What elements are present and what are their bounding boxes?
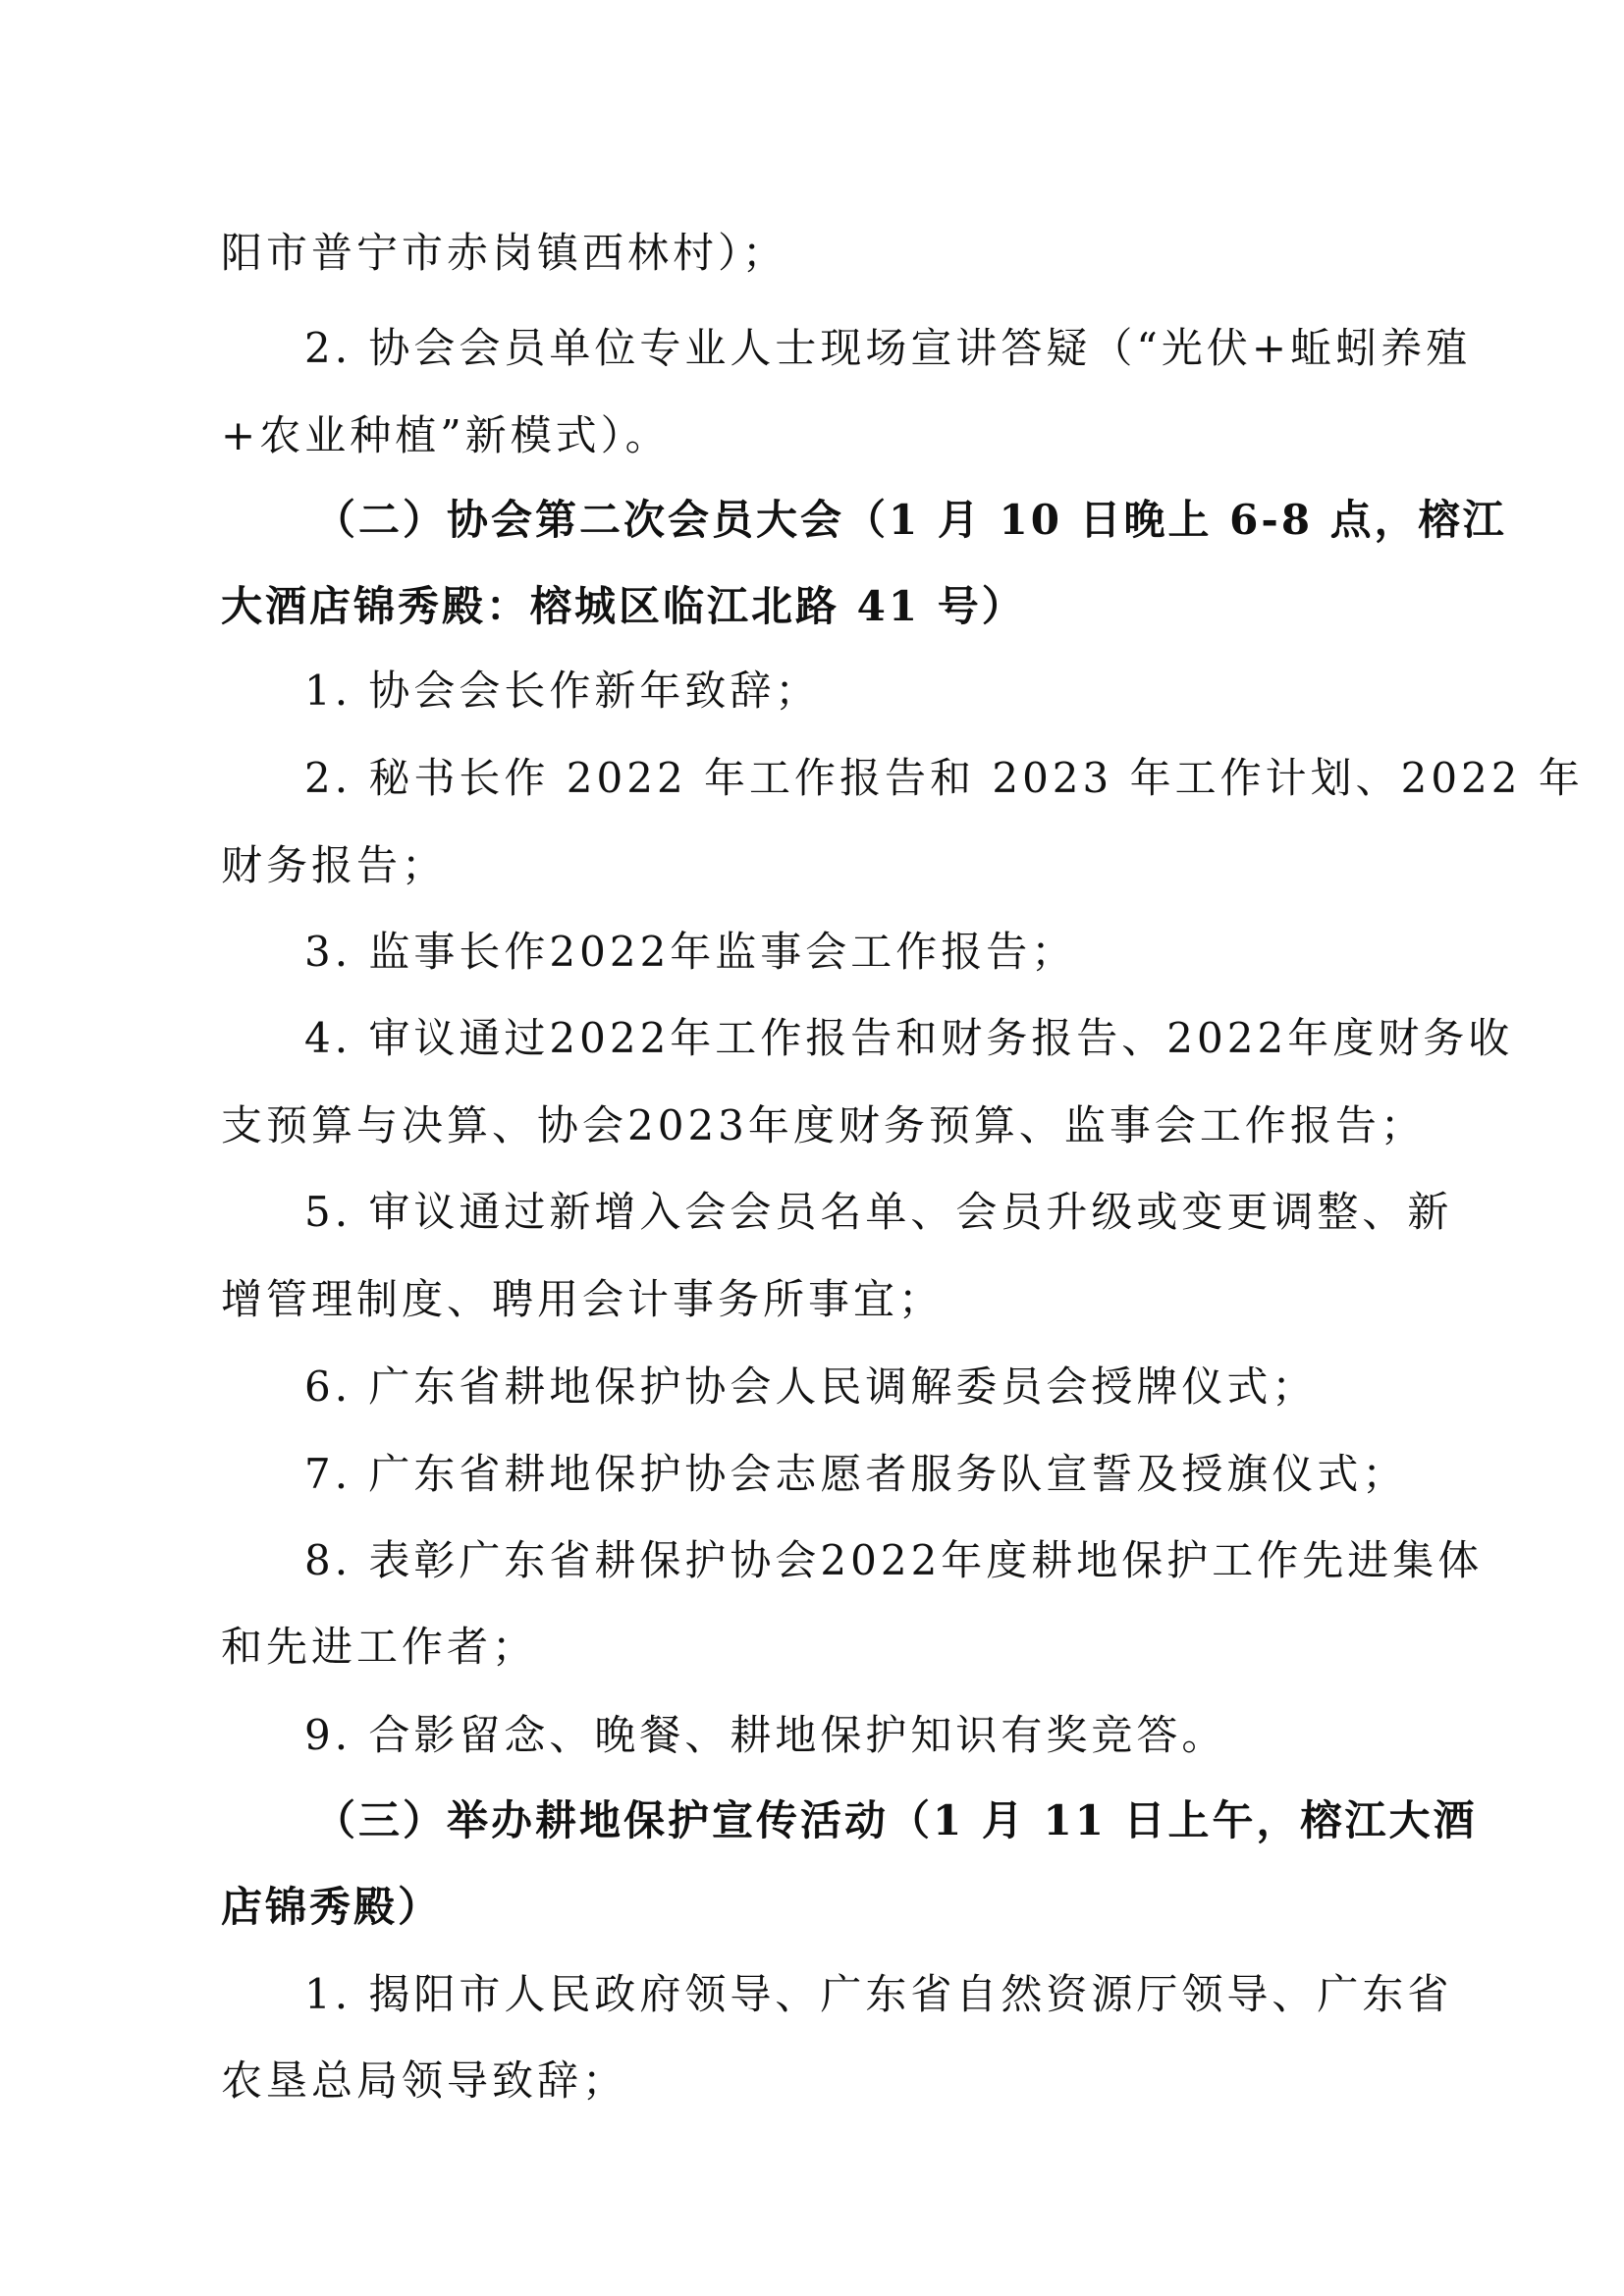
section-heading-2-cont: 大酒店锦秀殿：榕城区临江北路 41 号） [221, 582, 1026, 630]
section-heading-2: （二）协会第二次会员大会（1 月 10 日晚上 6-8 点，榕江 [314, 496, 1507, 544]
text-line-1: 阳市普宁市赤岗镇西林村）； [221, 229, 788, 277]
list-item-7: 7. 广东省耕地保护协会志愿者服务队宣誓及授旗仪式； [304, 1450, 1408, 1498]
list-item-8: 8. 表彰广东省耕保护协会2022年度耕地保护工作先进集体 [304, 1536, 1484, 1584]
text-line-22: 农垦总局领导致辞； [221, 2056, 628, 2105]
list-item-2b: 2. 秘书长作 2022 年工作报告和 2023 年工作计划、2022 年 [304, 754, 1584, 802]
list-item-3: 3. 监事长作2022年监事会工作报告； [304, 928, 1077, 976]
list-item-2: 2. 协会会员单位专业人士现场宣讲答疑（“光伏+蚯蚓养殖 [304, 324, 1472, 372]
section-heading-3: （三）举办耕地保护宣传活动（1 月 11 日上午，榕江大酒 [314, 1796, 1478, 1844]
text-line-3: +农业种植”新模式）。 [221, 411, 671, 459]
list-item-1: 1. 协会会长作新年致辞； [304, 667, 821, 715]
text-line-8: 财务报告； [221, 841, 448, 889]
list-item-6: 6. 广东省耕地保护协会人民调解委员会授牌仪式； [304, 1362, 1318, 1411]
list-item-5: 5. 审议通过新增入会会员名单、会员升级或变更调整、新 [304, 1188, 1453, 1236]
text-line-11: 支预算与决算、协会2023年度财务预算、监事会工作报告； [221, 1101, 1426, 1149]
section-heading-3-cont: 店锦秀殿） [221, 1883, 443, 1931]
list-item-9: 9. 合影留念、晚餐、耕地保护知识有奖竞答。 [304, 1711, 1227, 1759]
list-item-1b: 1. 揭阳市人民政府领导、广东省自然资源厅领导、广东省 [304, 1970, 1453, 2018]
text-line-13: 增管理制度、聘用会计事务所事宜； [221, 1275, 945, 1323]
text-line-17: 和先进工作者； [221, 1623, 538, 1671]
list-item-4: 4. 审议通过2022年工作报告和财务报告、2022年度财务收 [304, 1014, 1514, 1062]
